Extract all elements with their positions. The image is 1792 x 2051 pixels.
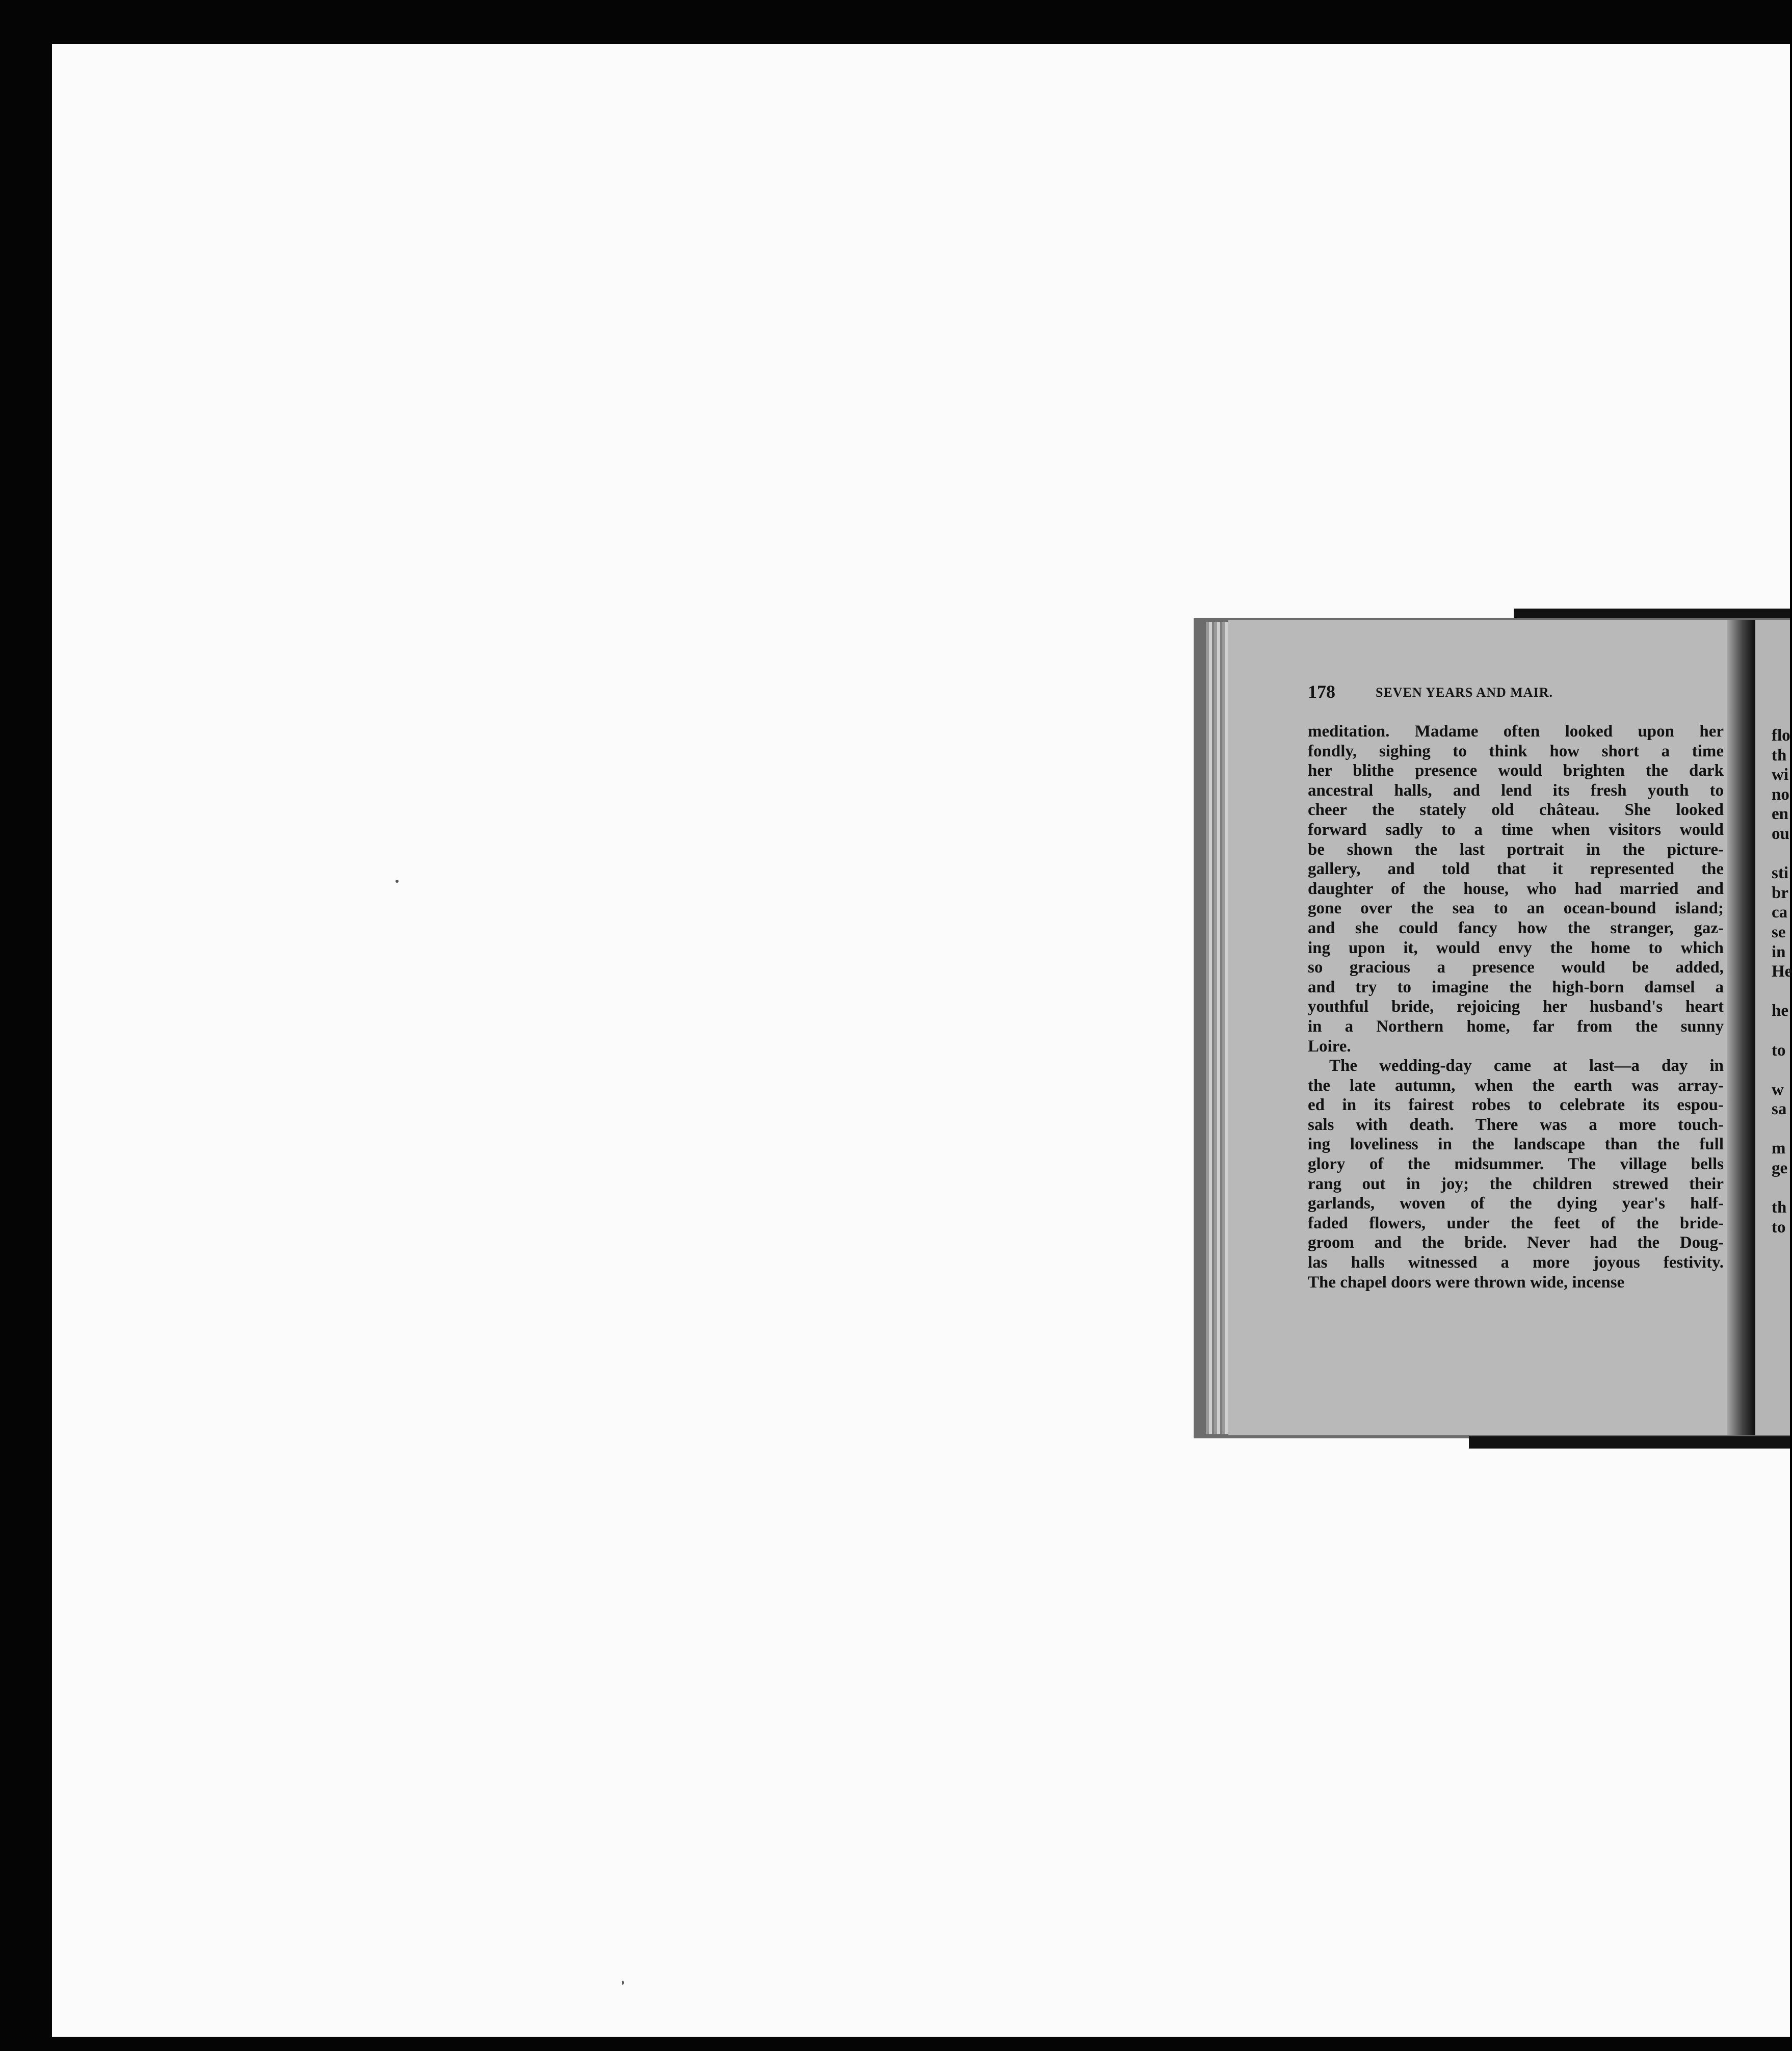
text-fragment: br (1772, 883, 1788, 902)
running-title: SEVEN YEARS AND MAIR. (1376, 685, 1553, 700)
text-line: Loire. (1308, 1037, 1351, 1056)
text-line: groom and the bride. Never had the Doug- (1308, 1233, 1724, 1252)
running-head (1308, 681, 1746, 712)
text-fragment: no (1772, 785, 1789, 804)
text-fragment (1772, 844, 1790, 864)
text-line: las halls witnessed a more joyous festivity. (1308, 1253, 1724, 1272)
page-edges (1206, 622, 1228, 1434)
text-fragment: wi (1772, 766, 1788, 784)
text-fragment (1772, 982, 1790, 1002)
text-fragment: en (1772, 805, 1788, 824)
text-fragment: m (1772, 1139, 1786, 1158)
book-shadow-bottom (1469, 1436, 1790, 1449)
text-line: so gracious a presence would be added, (1308, 958, 1724, 977)
text-fragment: th (1772, 1198, 1787, 1217)
text-fragment: ou (1772, 824, 1789, 843)
text-line: garlands, woven of the dying year's half- (1308, 1194, 1724, 1213)
text-fragment: ge (1772, 1159, 1788, 1178)
open-book (1194, 611, 1790, 1451)
text-line: The wedding-day came at last—a day in (1329, 1057, 1724, 1075)
text-line: cheer the stately old château. She looked (1308, 801, 1724, 820)
text-fragment: ca (1772, 903, 1788, 922)
text-fragment: He (1772, 962, 1792, 981)
text-fragment: flo (1772, 726, 1790, 745)
text-fragment: sti (1772, 864, 1788, 883)
text-line: youthful bride, rejoicing her husband's heart (1308, 997, 1724, 1016)
body-text (1308, 722, 1724, 1292)
text-line: in a Northern home, far from the sunny (1308, 1017, 1724, 1036)
text-line: gone over the sea to an ocean-bound island; (1308, 899, 1724, 918)
text-line: the late autumn, when the earth was array- (1308, 1076, 1724, 1095)
text-line: daughter of the house, who had married and (1308, 879, 1724, 898)
text-fragment (1772, 1178, 1790, 1198)
text-fragment: to (1772, 1041, 1786, 1060)
text-line: ing loveliness in the landscape than the full (1308, 1135, 1724, 1154)
dust-speck (396, 880, 399, 883)
text-line: rang out in joy; the children strewed their (1308, 1174, 1724, 1193)
text-line: glory of the midsummer. The village bells (1308, 1155, 1724, 1174)
text-line: The chapel doors were thrown wide, incense (1308, 1273, 1625, 1292)
book-gutter (1727, 620, 1755, 1435)
text-line: meditation. Madame often looked upon her (1308, 722, 1724, 741)
text-line: sals with death. There was a more touch- (1308, 1115, 1724, 1134)
text-line: fondly, sighing to think how short a time (1308, 742, 1724, 760)
text-fragment (1772, 1060, 1790, 1080)
text-line: ing upon it, would envy the home to which (1308, 938, 1724, 957)
text-line: faded flowers, under the feet of the bride- (1308, 1214, 1724, 1232)
text-line: forward sadly to a time when visitors would (1308, 820, 1724, 839)
text-fragment: he (1772, 1002, 1788, 1020)
text-fragment: se (1772, 923, 1786, 941)
text-fragment: in (1772, 942, 1786, 961)
text-fragment: to (1772, 1218, 1786, 1237)
text-line: her blithe presence would brighten the dark (1308, 761, 1724, 780)
text-line: ancestral halls, and lend its fresh youth to (1308, 781, 1724, 800)
text-line: ed in its fairest robes to celebrate its espou- (1308, 1096, 1724, 1115)
text-fragment: sa (1772, 1100, 1787, 1119)
text-fragment: w (1772, 1080, 1784, 1099)
text-line: and try to imagine the high-born damsel a (1308, 978, 1724, 996)
text-line: be shown the last portrait in the picture- (1308, 840, 1724, 859)
page-number: 178 (1308, 681, 1335, 702)
text-fragment: th (1772, 746, 1787, 765)
right-page-text-fragments (1772, 726, 1790, 1237)
text-fragment (1772, 1119, 1790, 1139)
text-line: gallery, and told that it represented the (1308, 860, 1724, 879)
text-fragment (1772, 1021, 1790, 1041)
dust-speck (622, 1981, 624, 1985)
text-line: and she could fancy how the stranger, gaz- (1308, 918, 1724, 937)
